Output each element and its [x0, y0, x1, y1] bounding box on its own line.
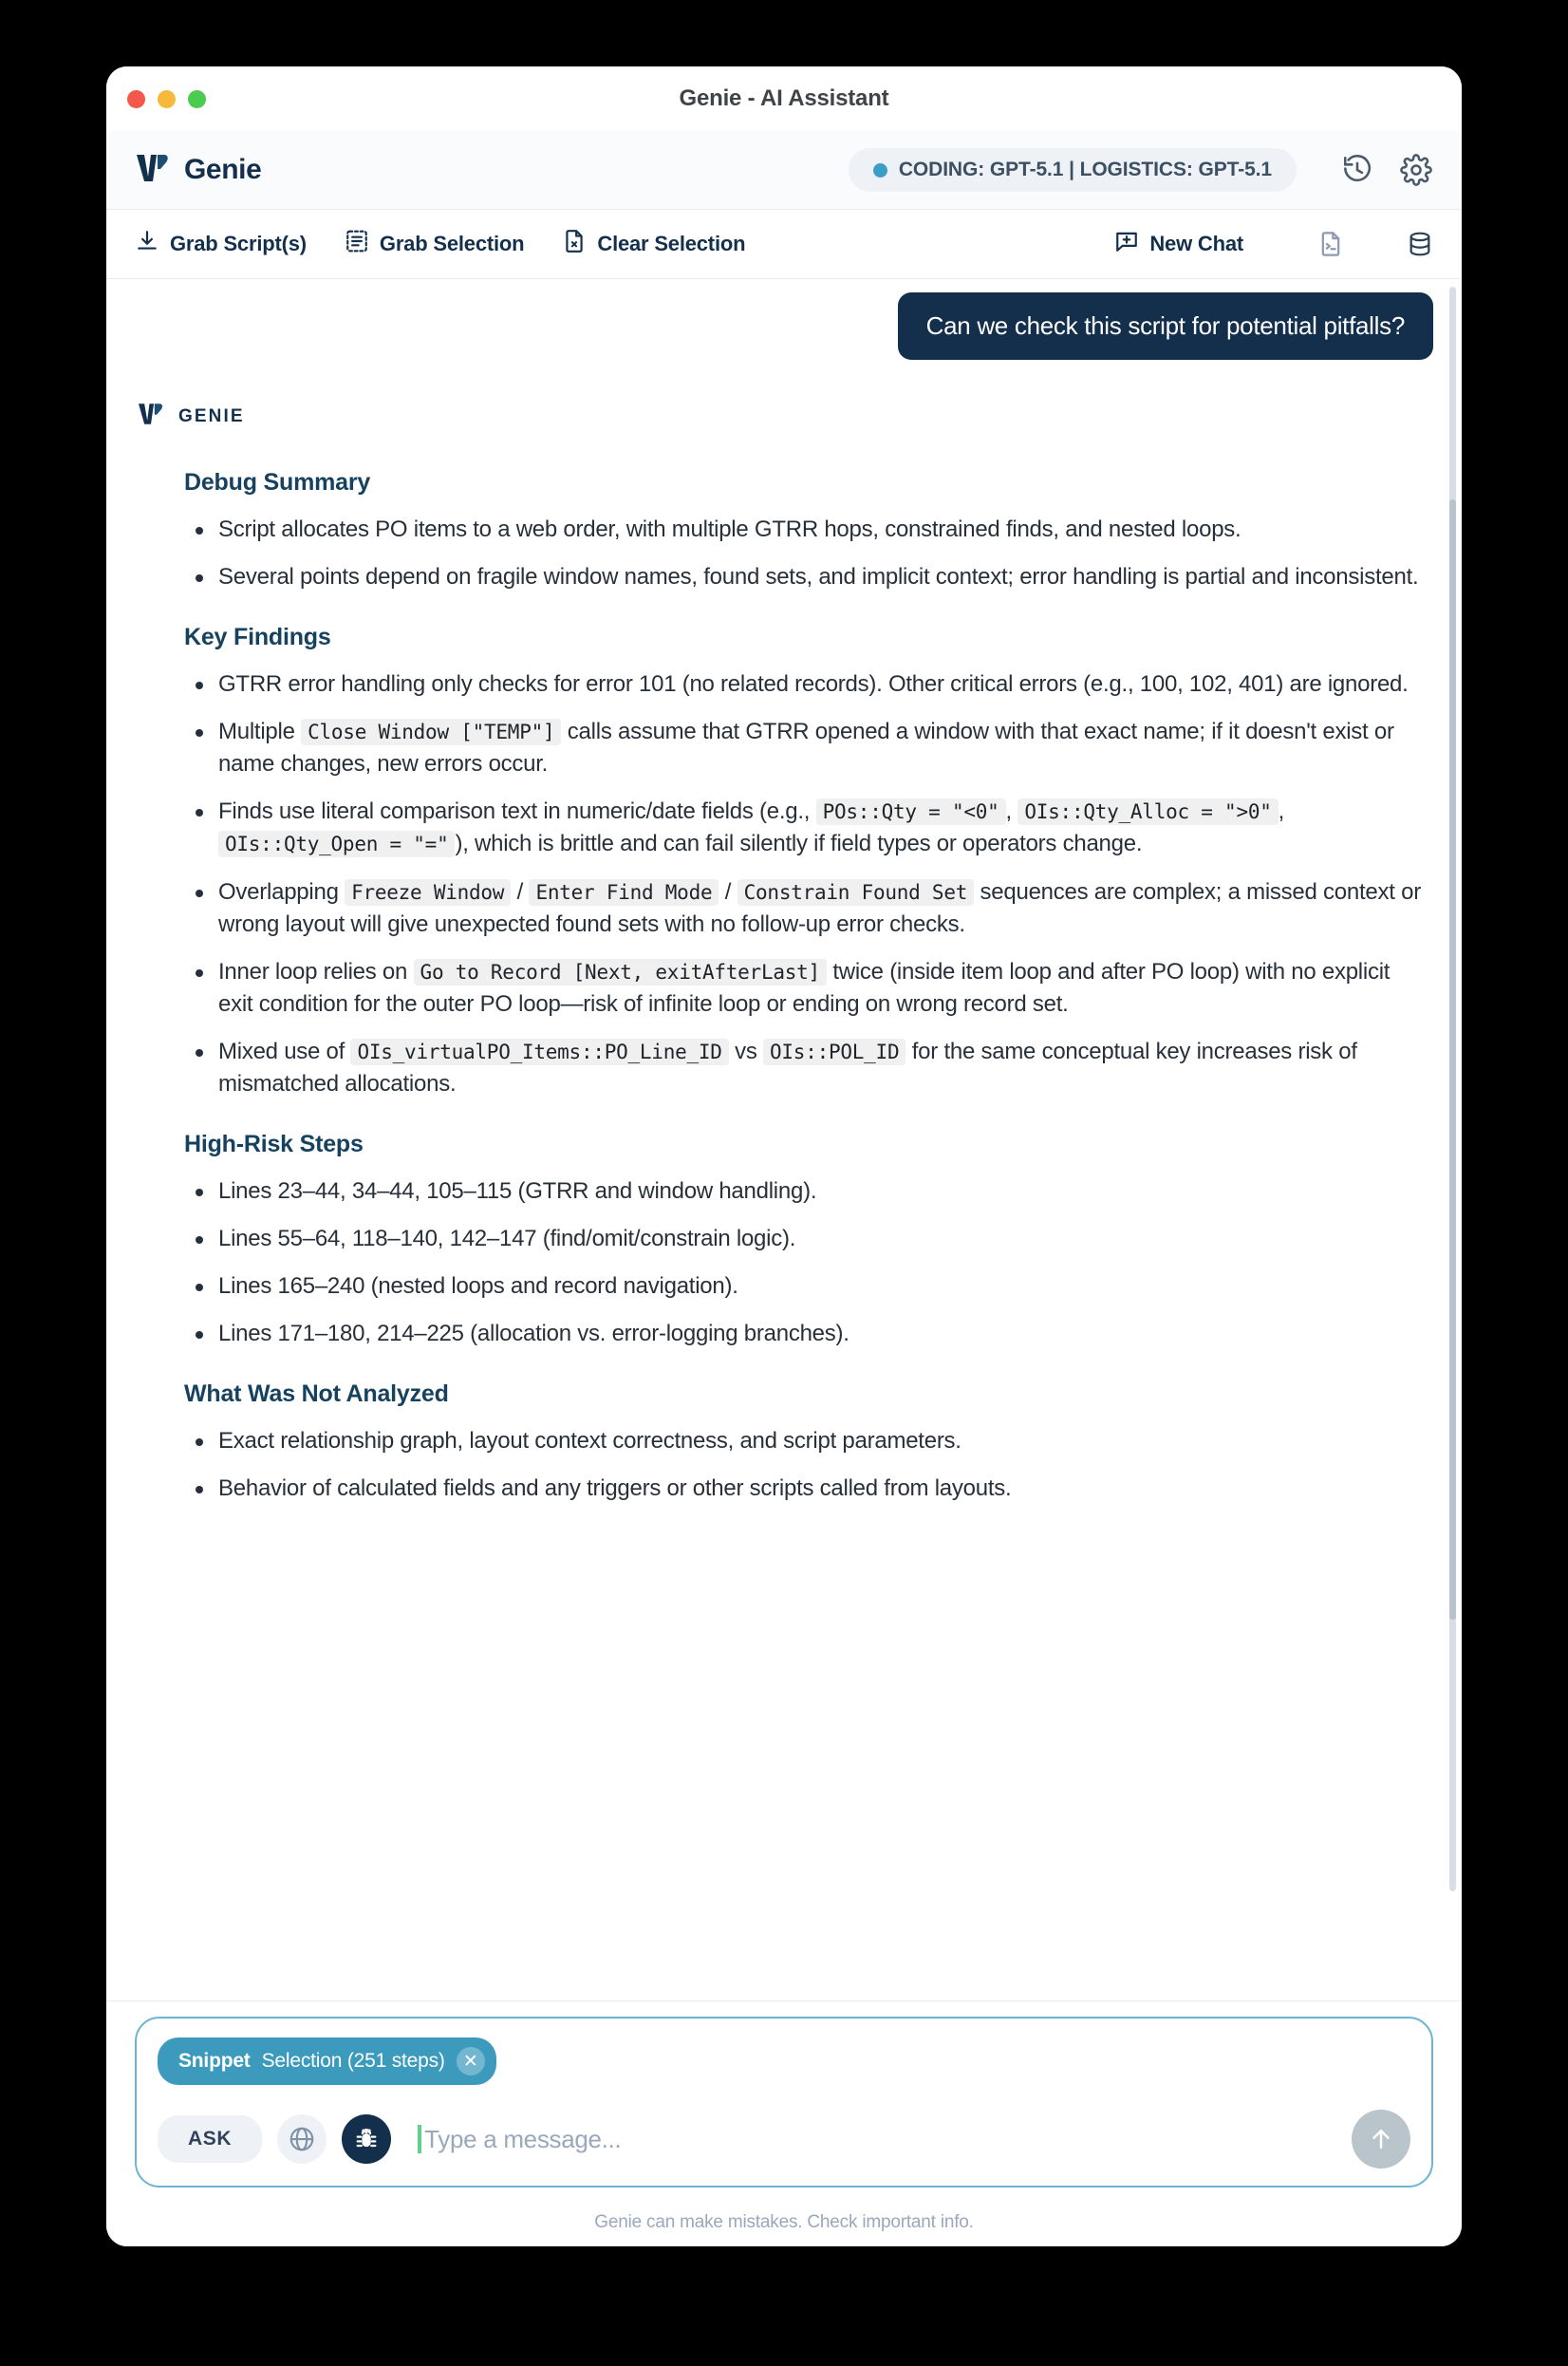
- section-list-high-risk-steps: [188, 1175, 1424, 1350]
- genie-logo-icon: [137, 402, 165, 431]
- code-span: OIs::Qty_Alloc = ">0": [1017, 798, 1278, 825]
- script-file-icon[interactable]: [1317, 231, 1344, 257]
- scrollbar-thumb[interactable]: [1449, 499, 1456, 1620]
- code-span: Constrain Found Set: [737, 879, 974, 906]
- composer-input-row: [158, 2110, 1410, 2169]
- text-caret: [418, 2125, 421, 2153]
- snippet-chip[interactable]: [158, 2037, 496, 2085]
- file-x-icon: [562, 229, 587, 259]
- list-item: Script allocates PO items to a web order, with multiple GTRR hops, constrained finds, and nested loops.: [188, 514, 1424, 546]
- list-item: Mixed use of OIs_virtualPO_Items::PO_Line_ID vs OIs::POL_ID for the same conceptual key increases risk of mismatched allocations.: [188, 1036, 1424, 1100]
- list-item: GTRR error handling only checks for error 101 (no related records). Other critical errors (e.g., 100, 102, 401) are ignored.: [188, 668, 1424, 701]
- footer-disclaimer: Genie can make mistakes. Check important info.: [106, 2197, 1462, 2246]
- app-header: [106, 131, 1462, 209]
- database-icon[interactable]: [1407, 231, 1433, 257]
- globe-icon[interactable]: [277, 2114, 327, 2164]
- code-span: OIs::Qty_Open = "=": [218, 831, 455, 857]
- list-item: Lines 23–44, 34–44, 105–115 (GTRR and window handling).: [188, 1175, 1424, 1208]
- brand-name: Genie: [184, 154, 262, 185]
- selection-list-icon: [345, 229, 369, 259]
- list-item: Lines 171–180, 214–225 (allocation vs. error-logging branches).: [188, 1318, 1424, 1350]
- section-title-debug-summary: Debug Summary: [184, 469, 371, 496]
- code-span: Go to Record [Next, exitAfterLast]: [414, 959, 827, 986]
- history-icon[interactable]: [1338, 151, 1376, 189]
- snippet-chip-label: Snippet: [178, 2050, 251, 2072]
- status-dot-icon: [873, 163, 887, 178]
- list-item: Inner loop relies on Go to Record [Next, exitAfterLast] twice (inside item loop and after PO loop) with no explicit exit condition for the outer PO loop—risk of infinite loop or ending on wrong record set.: [188, 956, 1424, 1021]
- code-span: Enter Find Mode: [529, 879, 719, 906]
- header-icons: [1338, 151, 1435, 189]
- message-input[interactable]: [406, 2125, 1336, 2154]
- code-span: Freeze Window: [345, 879, 511, 906]
- grab-scripts-button[interactable]: [135, 229, 307, 259]
- code-span: Close Window ["TEMP"]: [301, 719, 561, 745]
- clear-selection-button[interactable]: [562, 229, 745, 259]
- clear-selection-label: Clear Selection: [597, 232, 746, 255]
- app-window: [106, 66, 1462, 2246]
- section-title-what-was-not-analyzed: What Was Not Analyzed: [184, 1380, 449, 1408]
- new-chat-label: New Chat: [1149, 232, 1243, 255]
- download-icon: [135, 229, 159, 259]
- grab-selection-label: Grab Selection: [379, 232, 525, 255]
- list-item: Behavior of calculated fields and any triggers or other scripts called from layouts.: [188, 1473, 1424, 1505]
- section-title-high-risk-steps: High-Risk Steps: [184, 1131, 364, 1158]
- snippet-chip-text: Selection (251 steps): [261, 2050, 445, 2072]
- toolbar: [106, 209, 1462, 279]
- gear-icon[interactable]: [1397, 151, 1435, 189]
- ask-mode-button[interactable]: ASK: [158, 2115, 262, 2163]
- list-item: Multiple Close Window ["TEMP"] calls assume that GTRR opened a window with that exact name; if it doesn't exist or name changes, new errors occur.: [188, 716, 1424, 780]
- grab-scripts-label: Grab Script(s): [170, 232, 307, 255]
- section-list-what-was-not-analyzed: [188, 1425, 1424, 1505]
- list-item: Overlapping Freeze Window / Enter Find Mode / Constrain Found Set sequences are complex; a missed context or wrong layout will give unexpected found sets with no follow-up error checks.: [188, 876, 1424, 941]
- list-item: Finds use literal comparison text in numeric/date fields (e.g., POs::Qty = "<0" , OIs::Qty_Alloc = ">0" , OIs::Qty_Open = "=" ), which is brittle and can fail silently if field types or operators change.: [188, 796, 1424, 860]
- list-item: Lines 165–240 (nested loops and record navigation).: [188, 1270, 1424, 1303]
- user-message-row: [135, 279, 1433, 360]
- title-bar: [106, 66, 1462, 131]
- user-message-bubble: Can we check this script for potential pitfalls?: [898, 292, 1433, 360]
- section-title-key-findings: Key Findings: [184, 624, 331, 651]
- window-title: Genie - AI Assistant: [679, 85, 889, 111]
- close-icon[interactable]: ✕: [457, 2047, 485, 2075]
- send-button[interactable]: [1352, 2110, 1410, 2169]
- code-span: OIs_virtualPO_Items::PO_Line_ID: [350, 1039, 728, 1065]
- chat-plus-icon: [1114, 229, 1139, 259]
- section-list-debug-summary: [188, 514, 1424, 593]
- model-badge[interactable]: [849, 148, 1297, 192]
- model-badge-label: CODING: GPT-5.1 | LOGISTICS: GPT-5.1: [898, 159, 1272, 180]
- composer: [135, 2017, 1433, 2188]
- new-chat-button[interactable]: [1114, 229, 1243, 259]
- composer-area: [106, 2000, 1462, 2197]
- section-list-key-findings: [188, 668, 1424, 1100]
- list-item: Several points depend on fragile window names, found sets, and implicit context; error handling is partial and inconsistent.: [188, 561, 1424, 593]
- list-item: Lines 55–64, 118–140, 142–147 (find/omit/constrain logic).: [188, 1223, 1424, 1255]
- assistant-header: [135, 402, 1433, 431]
- assistant-answer: [135, 441, 1433, 1505]
- code-span: POs::Qty = "<0": [816, 798, 1006, 825]
- code-span: OIs::POL_ID: [763, 1039, 905, 1065]
- genie-logo-icon: [135, 152, 171, 189]
- bug-icon[interactable]: [342, 2114, 391, 2164]
- chat-scroll-area[interactable]: [106, 279, 1462, 2000]
- message-placeholder: Type a message...: [424, 2124, 622, 2153]
- brand: [135, 152, 261, 189]
- grab-selection-button[interactable]: [345, 229, 524, 259]
- assistant-name-label: GENIE: [178, 405, 245, 426]
- list-item: Exact relationship graph, layout context correctness, and script parameters.: [188, 1425, 1424, 1457]
